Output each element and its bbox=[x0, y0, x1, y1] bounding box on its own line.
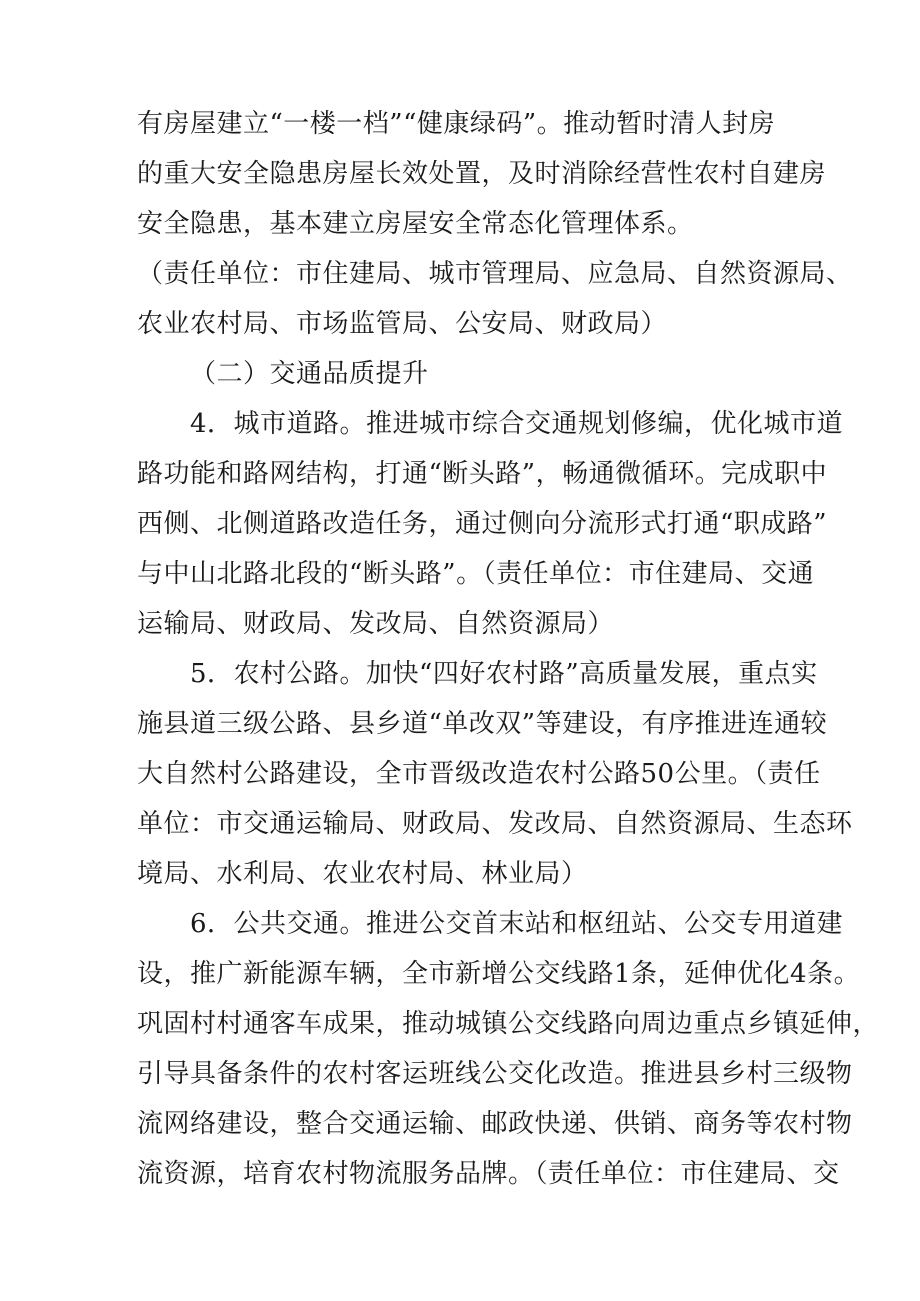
text-line: 设，推广新能源车辆，全市新增公交线路1条，延伸优化4条。 bbox=[137, 959, 861, 989]
text-line: 有房屋建立“一楼一档”“健康绿码”。推动暂时清人封房 bbox=[137, 109, 776, 139]
text-line: 西侧、北侧道路改造任务，通过侧向分流形式打通“职成路” bbox=[137, 509, 828, 539]
text-line: 境局、水利局、农业农村局、林业局） bbox=[137, 859, 588, 889]
text-line: 路功能和路网结构，打通“断头路”，畅通微循环。完成职中 bbox=[137, 459, 828, 489]
text-line: 单位：市交通运输局、财政局、发改局、自然资源局、生态环 bbox=[137, 809, 853, 839]
item-heading-line: 4．城市道路。推进城市综合交通规划修编，优化城市道 bbox=[190, 409, 844, 439]
section-heading: （二）交通品质提升 bbox=[190, 359, 429, 389]
responsible-units-line: 农业农村局、市场监管局、公安局、财政局） bbox=[137, 309, 668, 339]
text-line: 巩固村村通客车成果，推动城镇公交线路向周边重点乡镇延伸， bbox=[137, 1009, 880, 1039]
text-line: 运输局、财政局、发改局、自然资源局） bbox=[137, 609, 615, 639]
text-line: 施县道三级公路、县乡道“单改双”等建设，有序推进连通较 bbox=[137, 709, 828, 739]
responsible-units-line: （责任单位：市住建局、城市管理局、应急局、自然资源局、 bbox=[137, 259, 853, 289]
text-line: 引导具备条件的农村客运班线公交化改造。推进县乡村三级物 bbox=[137, 1059, 853, 1089]
item-heading-line: 6．公共交通。推进公交首末站和枢纽站、公交专用道建 bbox=[190, 909, 844, 939]
text-line: 与中山北路北段的“断头路”。（责任单位：市住建局、交通 bbox=[137, 559, 815, 589]
text-line: 大自然村公路建设，全市晋级改造农村公路50公里。（责任 bbox=[137, 759, 821, 789]
text-line: 的重大安全隐患房屋长效处置，及时消除经营性农村自建房 bbox=[137, 159, 827, 189]
text-line: 流网络建设，整合交通运输、邮政快递、供销、商务等农村物 bbox=[137, 1109, 853, 1139]
text-line: 安全隐患，基本建立房屋安全常态化管理体系。 bbox=[137, 209, 694, 239]
item-heading-line: 5．农村公路。加快“四好农村路”高质量发展，重点实 bbox=[190, 659, 818, 689]
text-line: 流资源，培育农村物流服务品牌。（责任单位：市住建局、交 bbox=[137, 1159, 840, 1189]
